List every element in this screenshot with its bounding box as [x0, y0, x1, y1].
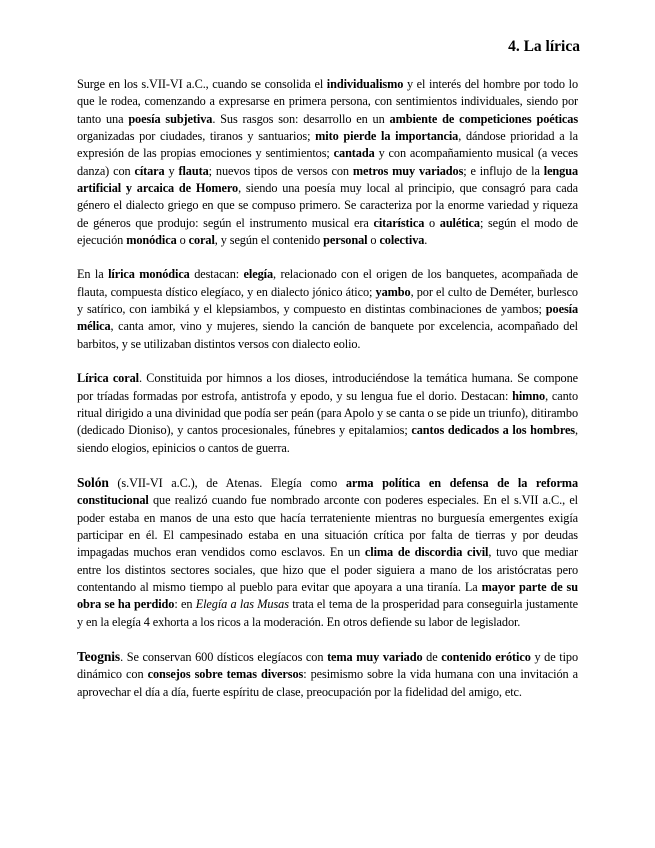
bold-term: mayor parte de su obra se ha perdido — [77, 579, 578, 612]
bold-term: lengua artificial y arcaica de Homero — [77, 163, 578, 196]
text-run: . — [424, 233, 428, 248]
text-run: . Sus rasgos son: desarrollo en un — [212, 111, 390, 126]
bold-term: individualismo — [326, 77, 404, 91]
bold-term: cantos dedicados a los hombres — [411, 423, 575, 438]
paragraph-lirica-monodica — [77, 266, 578, 353]
text-run: , por el culto de Deméter, burlesco y satírico, con iambiká y el klepsiambos, y compuesto en distintas combinaciones de yambos; — [77, 284, 578, 317]
text-run: , canta amor, vino y mujeres, siendo la canción de banquete por excelencia, acompañado del barbitos, y se utilizaban distintos versos con dialecto eolio. — [77, 319, 578, 351]
bold-term: elegía — [243, 267, 273, 282]
text-run: , siendo elogios, epinicios o cantos de guerra. — [77, 423, 578, 455]
text-run: : en — [174, 597, 196, 612]
paragraph-teognis — [77, 648, 578, 701]
text-run: , y según el contenido — [214, 233, 324, 248]
text-run: trata el tema de la prosperidad para conseguirla justamente y en la elegía 4 exhorta a los ricos a la moderación. En otros defiende su labor de legislador. — [77, 597, 579, 629]
bold-term: arma política en defensa de la reforma constitucional — [77, 475, 579, 508]
text-run: . Se conservan 600 dísticos elegíacos con — [120, 649, 328, 664]
bold-term: ambiente de competiciones poéticas — [389, 111, 578, 126]
text-run: , relacionado con el origen de los banquetes, acompañada de flauta, compuesta dístico elegíaco, y en dialecto jónico ático; — [77, 267, 579, 299]
bold-term: monódica — [126, 233, 177, 248]
text-run: . Constituida por himnos a los dioses, introduciéndose la temática humana. Se compone por tríadas formadas por estrofa, antistrofa y epodo, y su lengua fue el dorio. Destacan: — [77, 371, 578, 403]
text-run: organizadas por ciudades, tiranos y santuarios; — [77, 129, 316, 144]
bold-term: poesía subjetiva — [128, 111, 213, 126]
text-run: : pesimismo sobre la vida humana con una invitación a aprovechar el día a día, fuerte espíritu de clase, preocupación por la fidelidad del amigo, etc. — [77, 667, 579, 699]
text-run: destacan: — [189, 267, 244, 282]
text-run: ; nuevos tipos de versos con — [208, 163, 353, 178]
text-run: o — [424, 215, 440, 230]
bold-term: personal — [323, 233, 368, 248]
bold-term: contenido erótico — [441, 649, 531, 664]
text-run: ; e influjo de la — [463, 163, 544, 178]
text-run: o — [176, 233, 189, 248]
body-text — [77, 76, 578, 701]
text-run: y con acompañamiento musical (a veces danza) con — [77, 146, 578, 178]
bold-term: cantada — [333, 146, 375, 161]
bold-term: flauta — [178, 163, 209, 178]
text-run: o — [367, 233, 380, 248]
text-run: (s.VII-VI a.C.), de Atenas. Elegía como — [108, 475, 346, 490]
bold-term: mito pierde la importancia — [315, 129, 459, 144]
text-run: y el interés del hombre por todo lo que le rodea, comenzando a expresarse en primera persona, con sentimientos individuales, siendo por tanto una — [77, 77, 578, 126]
text-run: y — [164, 163, 179, 178]
section-heading: 4. La lírica — [508, 38, 580, 55]
text-run: , tuvo que mediar entre los distintos sectores sociales, que hizo que el poder siguiera a mano de los aristócratas pero contentando al mismo tiempo al pueblo para evitar que apoyara a una tiranía. La — [77, 545, 578, 594]
text-run: ; según el modo de ejecución — [77, 215, 579, 248]
bold-term: Teognis — [77, 648, 121, 664]
bold-term: yambo — [375, 284, 411, 299]
paragraph-solon — [77, 474, 578, 631]
text-run: , siendo una poesía muy local al principio, que consagró para cada género el dialecto griego en que se compuso primero. Se caracteriza por la enorme variedad y riqueza de géneros que produjo: según el instrumento musical era — [77, 181, 579, 230]
text-run: , canto ritual dirigido a una divinidad que podía ser peán (para Apolo y se canta o se pide un triunfo), ditirambo (dedicado Dioniso), y cantos procesionales, fúnebres y epitalamios; — [77, 388, 579, 438]
text-run: que realizó cuando fue nombrado arconte con poderes especiales. En el s.VII a.C., el poder estaba en manos de una esto que hacía terrateniente mientras no burguesía emergentes exigía participar en él. El campesinado estaba en una situación crítica por falta de tierras y por deudas impagadas muchos eran vendidos como esclavos. En un — [77, 493, 578, 560]
bold-term: cítara — [134, 163, 165, 178]
bold-term: citarística — [373, 215, 425, 230]
bold-term: metros muy variados — [352, 163, 464, 178]
bold-term: poesía mélica — [77, 302, 578, 334]
bold-term: coral — [188, 233, 215, 248]
text-run: de — [422, 649, 442, 664]
italic-title: Elegía a las Musas — [195, 597, 289, 612]
paragraph-lirica-coral — [77, 370, 578, 457]
bold-term: Solón — [77, 474, 109, 490]
bold-term: clima de discordia civil — [364, 545, 489, 560]
bold-term: Lírica coral — [77, 371, 139, 386]
bold-term: aulética — [439, 215, 480, 230]
bold-term: lírica monódica — [108, 267, 190, 282]
bold-term: himno — [512, 388, 546, 403]
text-run: y de tipo dinámico con — [77, 649, 578, 682]
text-run: En la — [77, 267, 109, 282]
bold-term: colectiva — [379, 233, 425, 248]
paragraph-introduction — [77, 76, 578, 249]
text-run: Surge en los s.VII-VI a.C., cuando se consolida el — [77, 77, 327, 91]
bold-term: consejos sobre temas diversos — [147, 667, 304, 682]
text-run: , dándose prioridad a la expresión de las propias emociones y sentimientos; — [77, 129, 578, 161]
bold-term: tema muy variado — [327, 649, 423, 664]
